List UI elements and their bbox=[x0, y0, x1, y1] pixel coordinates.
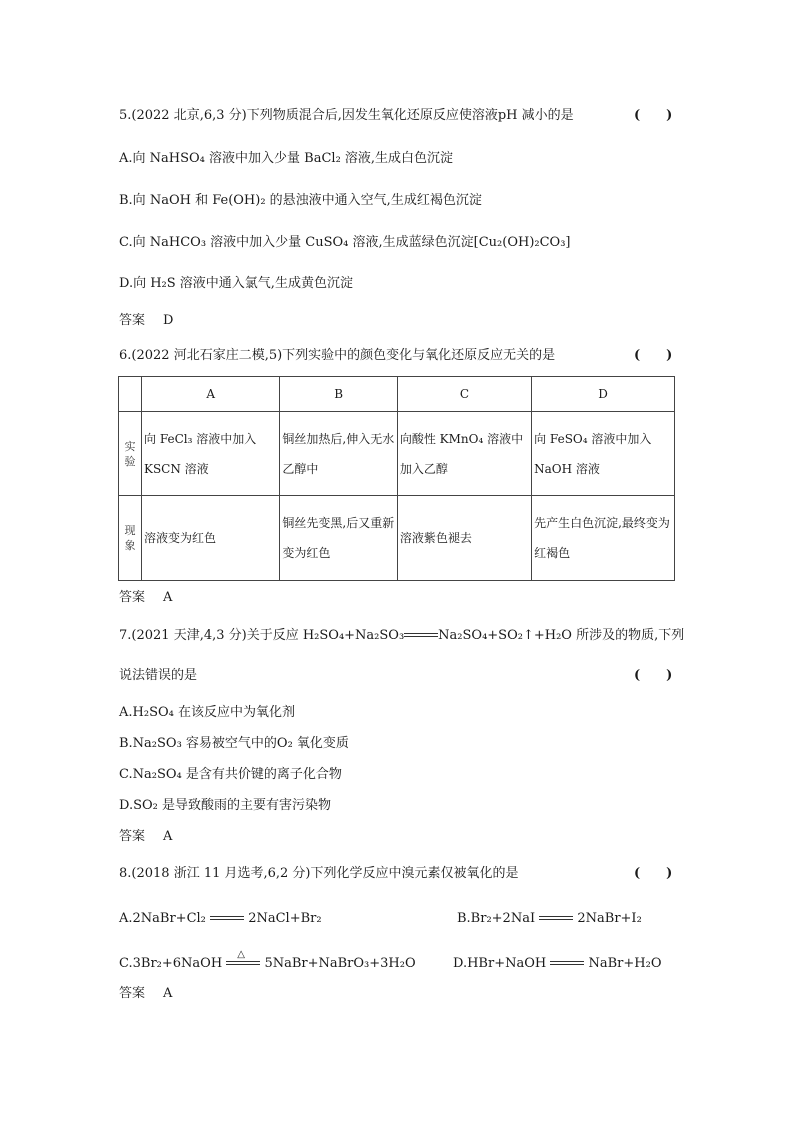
q6-experiment-table bbox=[118, 376, 675, 581]
cell-phenomenon-a: 溶液变为红色 bbox=[142, 496, 280, 581]
heat-condition: △ bbox=[237, 948, 245, 960]
option-b-products: 2NaBr+I₂ bbox=[577, 911, 642, 926]
table-header-c: C bbox=[397, 377, 531, 412]
table-header-a: A bbox=[142, 377, 280, 412]
q8-option-b bbox=[457, 910, 642, 928]
answer-label: 答案 bbox=[119, 313, 146, 328]
cell-phenomenon-b: 铜丝先变黑,后又重新变为红色 bbox=[280, 496, 397, 581]
q8-option-c bbox=[119, 948, 416, 973]
q7-answer bbox=[119, 828, 172, 846]
cell-phenomenon-d: 先产生白色沉淀,最终变为红褐色 bbox=[532, 496, 675, 581]
q5-answer-bracket: ( ) bbox=[634, 108, 673, 123]
option-c-products: 5NaBr+NaBrO₃+3H₂O bbox=[264, 956, 416, 971]
q5-option-a: A.向 NaHSO₄ 溶液中加入少量 BaCl₂ 溶液,生成白色沉淀 bbox=[119, 151, 454, 166]
q7-stem bbox=[119, 627, 684, 645]
equals-sign-icon bbox=[539, 914, 573, 924]
q6-stem: 6.(2022 河北石家庄二模,5)下列实验中的颜色变化与氧化还原反应无关的是 bbox=[119, 348, 556, 363]
equals-sign-icon bbox=[210, 914, 244, 924]
option-d-products: NaBr+H₂O bbox=[588, 956, 662, 971]
row-label-experiment: 实验 bbox=[119, 412, 142, 496]
cell-experiment-b: 铜丝加热后,伸入无水乙醇中 bbox=[280, 412, 397, 496]
equals-sign-icon bbox=[550, 959, 584, 969]
cell-experiment-d: 向 FeSO₄ 溶液中加入 NaOH 溶液 bbox=[532, 412, 675, 496]
answer-label: 答案 bbox=[119, 829, 146, 844]
answer-value: A bbox=[163, 590, 173, 605]
q5-answer bbox=[119, 312, 173, 330]
q7-option-a: A.H₂SO₄ 在该反应中为氧化剂 bbox=[119, 705, 295, 720]
row-label-phenomenon: 现象 bbox=[119, 496, 142, 581]
option-a-reactants: A.2NaBr+Cl₂ bbox=[119, 911, 206, 926]
equals-sign-icon bbox=[404, 631, 438, 641]
q6-answer-bracket: ( ) bbox=[634, 348, 673, 363]
q8-stem: 8.(2018 浙江 11 月选考,6,2 分)下列化学反应中溴元素仅被氧化的是 bbox=[119, 866, 519, 881]
answer-value: A bbox=[163, 986, 173, 1001]
q8-answer bbox=[119, 985, 172, 1003]
option-d-reactants: D.HBr+NaOH bbox=[453, 956, 547, 971]
cell-experiment-a: 向 FeCl₃ 溶液中加入 KSCN 溶液 bbox=[142, 412, 280, 496]
q7-stem-suffix: Na₂SO₄+SO₂↑+H₂O 所涉及的物质,下列 bbox=[438, 628, 685, 643]
table-header-row bbox=[119, 377, 675, 412]
q7-stem-line2: 说法错误的是 bbox=[119, 668, 198, 683]
table-corner-cell bbox=[119, 377, 142, 412]
answer-value: D bbox=[163, 313, 174, 328]
option-a-products: 2NaCl+Br₂ bbox=[248, 911, 322, 926]
cell-experiment-c: 向酸性 KMnO₄ 溶液中加入乙醇 bbox=[397, 412, 531, 496]
q5-option-d: D.向 H₂S 溶液中通入氯气,生成黄色沉淀 bbox=[119, 276, 353, 291]
table-row-phenomenon bbox=[119, 496, 675, 581]
cell-phenomenon-c: 溶液紫色褪去 bbox=[397, 496, 531, 581]
answer-value: A bbox=[163, 829, 173, 844]
q7-answer-bracket: ( ) bbox=[634, 668, 673, 683]
table-header-d: D bbox=[532, 377, 675, 412]
answer-label: 答案 bbox=[119, 590, 146, 605]
q7-stem-prefix: 7.(2021 天津,4,3 分)关于反应 H₂SO₄+Na₂SO₃ bbox=[119, 628, 405, 643]
q8-option-d bbox=[453, 955, 662, 973]
q5-option-c: C.向 NaHCO₃ 溶液中加入少量 CuSO₄ 溶液,生成蓝绿色沉淀[Cu₂(OH)₂CO₃] bbox=[119, 235, 571, 250]
q5-option-b: B.向 NaOH 和 Fe(OH)₂ 的悬浊液中通入空气,生成红褐色沉淀 bbox=[119, 193, 482, 208]
table-row-experiment bbox=[119, 412, 675, 496]
q5-stem: 5.(2022 北京,6,3 分)下列物质混合后,因发生氧化还原反应使溶液pH 减小的是 bbox=[119, 108, 574, 123]
q7-option-d: D.SO₂ 是导致酸雨的主要有害污染物 bbox=[119, 798, 331, 813]
answer-label: 答案 bbox=[119, 986, 146, 1001]
heating-equals-sign-icon bbox=[226, 948, 260, 969]
q8-option-a bbox=[119, 910, 322, 928]
option-c-reactants: C.3Br₂+6NaOH bbox=[119, 956, 223, 971]
q7-option-c: C.Na₂SO₄ 是含有共价键的离子化合物 bbox=[119, 767, 342, 782]
q6-answer bbox=[119, 589, 172, 607]
q8-answer-bracket: ( ) bbox=[634, 866, 673, 881]
option-b-reactants: B.Br₂+2NaI bbox=[457, 911, 536, 926]
q7-option-b: B.Na₂SO₃ 容易被空气中的O₂ 氧化变质 bbox=[119, 736, 349, 751]
table-header-b: B bbox=[280, 377, 397, 412]
